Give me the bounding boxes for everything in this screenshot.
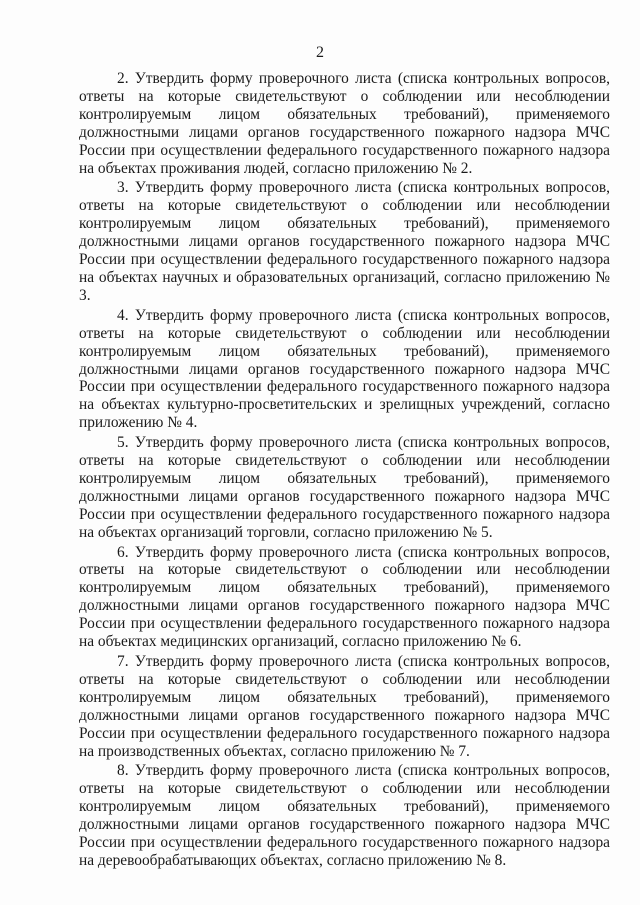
paragraph-item-8: 8. Утвердить форму проверочного листа (списка контрольных вопросов, ответы на которые свидетельствуют о соблюдении или несоблюдении контролируемым лицом обязательных требований), применяемого должностными лицами органов государственного пожарного надзора МЧС России при осуществлении федерального государственного пожарного надзора на деревообрабатывающих объектах, согласно приложению № 8. bbox=[79, 762, 610, 869]
paragraph-item-7: 7. Утвердить форму проверочного листа (списка контрольных вопросов, ответы на которые свидетельствуют о соблюдении или несоблюдении контролируемым лицом обязательных требований), применяемого должностными лицами органов государственного пожарного надзора МЧС России при осуществлении федерального государственного пожарного надзора на производственных объектах, согласно приложению № 7. bbox=[79, 653, 610, 760]
document-body bbox=[79, 70, 610, 872]
paragraph-item-3: 3. Утвердить форму проверочного листа (списка контрольных вопросов, ответы на которые свидетельствуют о соблюдении или несоблюдении контролируемым лицом обязательных требований), применяемого должностными лицами органов государственного пожарного надзора МЧС России при осуществлении федерального государственного пожарного надзора на объектах научных и образовательных организаций, согласно приложению № 3. bbox=[79, 179, 610, 304]
page-number: 2 bbox=[316, 44, 324, 61]
paragraph-item-4: 4. Утвердить форму проверочного листа (списка контрольных вопросов, ответы на которые свидетельствуют о соблюдении или несоблюдении контролируемым лицом обязательных требований), применяемого должностными лицами органов государственного пожарного надзора МЧС России при осуществлении федерального государственного пожарного надзора на объектах культурно-просветительских и зрелищных учреждений, согласно приложению № 4. bbox=[79, 306, 610, 432]
paragraph-item-2: 2. Утвердить форму проверочного листа (списка контрольных вопросов, ответы на которые свидетельствуют о соблюдении или несоблюдении контролируемым лицом обязательных требований), применяемого должностными лицами органов государственного пожарного надзора МЧС России при осуществлении федерального государственного пожарного надзора на объектах проживания людей, согласно приложению № 2. bbox=[79, 70, 610, 177]
paragraph-item-5: 5. Утвердить форму проверочного листа (списка контрольных вопросов, ответы на которые свидетельствуют о соблюдении или несоблюдении контролируемым лицом обязательных требований), применяемого должностными лицами органов государственного пожарного надзора МЧС России при осуществлении федерального государственного пожарного надзора на объектах организаций торговли, согласно приложению № 5. bbox=[79, 434, 610, 541]
paragraph-item-6: 6. Утвердить форму проверочного листа (списка контрольных вопросов, ответы на которые свидетельствуют о соблюдении или несоблюдении контролируемым лицом обязательных требований), применяемого должностными лицами органов государственного пожарного надзора МЧС России при осуществлении федерального государственного пожарного надзора на объектах медицинских организаций, согласно приложению № 6. bbox=[79, 543, 610, 651]
